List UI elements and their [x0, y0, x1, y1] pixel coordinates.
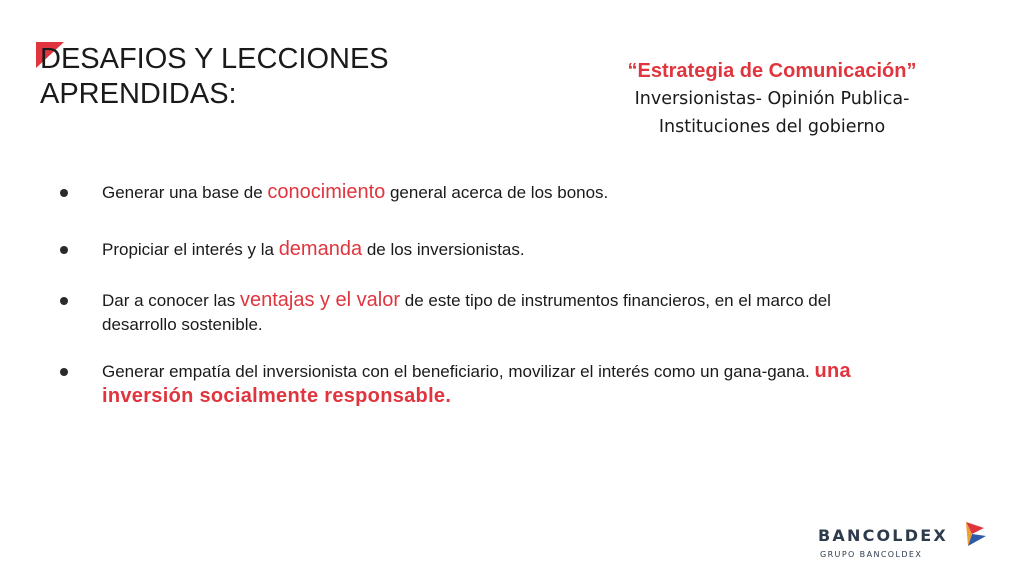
- bullet-text: Generar empatía del inversionista con el beneficiario, movilizar el interés como un gana-gana.: [102, 362, 815, 381]
- bullet-text-end: general acerca de los bonos.: [385, 183, 609, 202]
- strategy-audiences-line-1: Inversionistas- Opinión Publica-: [634, 89, 910, 109]
- bullet-list: [58, 180, 898, 409]
- bancoldex-logo: [818, 520, 990, 566]
- strategy-block: [560, 57, 984, 141]
- bullet-text: Generar una base de: [102, 183, 268, 202]
- bullet-highlight: demanda: [278, 238, 363, 260]
- slide-title-line-2: APRENDIDAS:: [40, 78, 237, 110]
- bullet-text: Dar a conocer las: [102, 291, 240, 310]
- bullet-highlight: ventajas y el valor: [239, 289, 401, 311]
- bullet-dot-icon: [60, 189, 68, 197]
- strategy-audiences-line-2: Instituciones del gobierno: [658, 117, 886, 137]
- strategy-heading: “Estrategia de Comunicación”: [627, 60, 917, 82]
- bancoldex-mark-icon: [964, 520, 988, 550]
- bullet-text-end: de este tipo de instrumentos financieros, en el marco del desarrollo sostenible.: [102, 291, 831, 334]
- bullet-dot-icon: [60, 297, 68, 305]
- slide-title-line-1: DESAFIOS Y LECCIONES: [40, 43, 389, 75]
- bullet-highlight: una inversión socialmente responsable.: [102, 360, 851, 407]
- logo-subtitle: GRUPO BANCOLDEX: [820, 550, 923, 559]
- bullet-item: [58, 359, 898, 409]
- strategy-audiences: [560, 85, 984, 141]
- bullet-text-end: de los inversionistas.: [362, 240, 525, 259]
- bullet-dot-icon: [60, 368, 68, 376]
- bullet-text: Propiciar el interés y la: [102, 240, 279, 259]
- bullet-dot-icon: [60, 246, 68, 254]
- bullet-item: [58, 288, 898, 337]
- logo-name: BANCOLDEX: [818, 526, 948, 545]
- bullet-highlight: conocimiento: [267, 181, 386, 203]
- bullet-item: [58, 237, 898, 262]
- bullet-item: [58, 180, 898, 205]
- slide-title: [40, 42, 389, 112]
